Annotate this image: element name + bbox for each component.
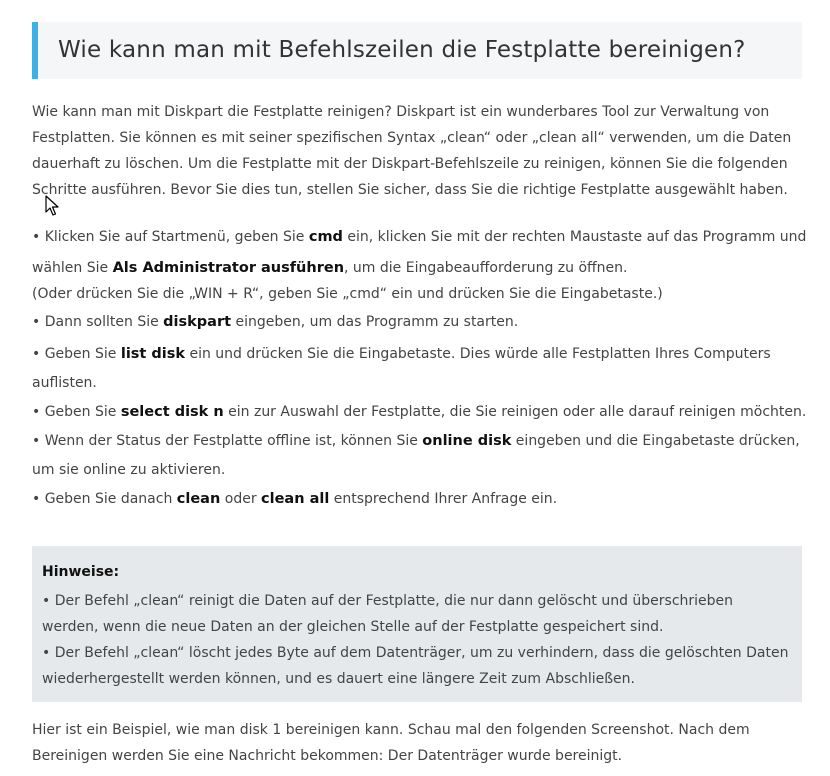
- mouse-pointer-icon: [45, 195, 59, 217]
- step-text: • Dann sollten Sie: [32, 314, 164, 330]
- hint-item: • Der Befehl „clean“ löscht jedes Byte auf dem Datenträger, um zu verhindern, dass die gelöschten Daten wiederhergestellt werden können, und es dauert eine längere Zeit zum Abschließen.: [42, 645, 789, 687]
- command-text: cmd: [308, 229, 343, 245]
- step-text: • Klicken Sie auf Startmenü, geben Sie: [32, 229, 309, 245]
- command-text: diskpart: [163, 314, 232, 330]
- steps-list: [32, 222, 807, 514]
- step-text: • Geben Sie danach: [32, 491, 177, 507]
- hint-item: • Der Befehl „clean“ reinigt die Daten auf der Festplatte, die nur dann gelöscht und überschrieben werden, wenn die neue Daten an der gleichen Stelle auf der Festplatte gespeichert sind.: [42, 593, 734, 635]
- intro-paragraph: Wie kann man mit Diskpart die Festplatte reinigen? Diskpart ist ein wunderbares Tool zur Verwaltung von Festplatten. Sie können es mit seiner spezifischen Syntax „clean“ oder „clean all“ verwenden, um die Daten dauerhaft zu löschen. Um die Festplatte mit der Diskpart-Befehlszeile zu reinigen, können Sie die folgenden Schritte ausführen. Bevor Sie dies tun, stellen Sie sicher, dass Sie die richtige Festplatte ausgewählt haben.: [32, 104, 792, 198]
- step-item: [32, 308, 807, 337]
- step-text: ein, klicken Sie mit der rechten Maustaste auf das Programm und wählen Sie: [32, 229, 807, 276]
- section-heading: Wie kann man mit Befehlszeilen die Festplatte bereinigen?: [58, 37, 746, 63]
- command-text: clean: [176, 491, 221, 507]
- step-item: [32, 398, 807, 427]
- command-text: list disk: [120, 346, 186, 362]
- step-text: , um die Eingabeaufforderung zu öffnen.: [344, 260, 628, 276]
- step-note: (Oder drücken Sie die „WIN + R“, geben Sie „cmd“ ein und drücken Sie die Eingabetaste.): [32, 286, 663, 302]
- step-item: [32, 222, 807, 284]
- step-text: • Geben Sie: [32, 404, 121, 420]
- hint-box: [32, 546, 802, 702]
- step-text: • Wenn der Status der Festplatte offline ist, können Sie: [32, 433, 423, 449]
- step-item: [32, 485, 807, 514]
- outro-paragraph: Hier ist ein Beispiel, wie man disk 1 bereinigen kann. Schau mal den folgenden Screenshot. Nach dem Bereinigen werden Sie eine Nachricht bekommen: Der Datenträger wurde bereinigt.: [32, 722, 750, 764]
- step-text: entsprechend Ihrer Anfrage ein.: [329, 491, 558, 507]
- hint-title: Hinweise:: [42, 564, 120, 580]
- command-text: Als Administrator ausführen: [112, 260, 345, 276]
- step-text: oder: [220, 491, 262, 507]
- step-item: [32, 427, 807, 485]
- command-text: select disk n: [120, 404, 224, 420]
- step-text: eingeben, um das Programm zu starten.: [231, 314, 519, 330]
- command-text: clean all: [261, 491, 330, 507]
- section-heading-box: [32, 22, 802, 79]
- step-text: eingeben und die Eingabetaste drücken, um sie online zu aktivieren.: [32, 433, 800, 478]
- step-text: ein und drücken Sie die Eingabetaste. Dies würde alle Festplatten Ihres Computers auflisten.: [32, 346, 771, 391]
- step-text: ein zur Auswahl der Festplatte, die Sie reinigen oder alle darauf reinigen möchten.: [223, 404, 807, 420]
- step-item: [32, 340, 807, 398]
- step-text: • Geben Sie: [32, 346, 121, 362]
- command-text: online disk: [422, 433, 512, 449]
